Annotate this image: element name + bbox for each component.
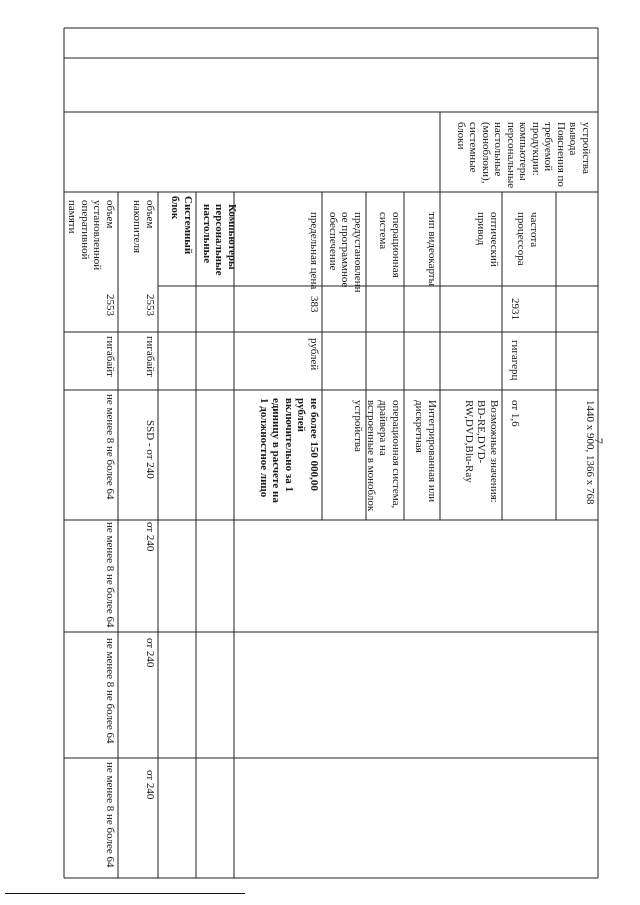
max-price-unit: рублей [308, 338, 320, 371]
ram-label: объем установленной оперативной памяти [66, 200, 116, 271]
video-card-label: тип видеокарты [426, 212, 438, 287]
cpu-frequency-code: 2931 [509, 298, 521, 320]
optical-drive-label: оптический привод [475, 212, 500, 267]
max-price-label: предельная цена [308, 212, 320, 290]
system-block-label: Системный блок [169, 196, 194, 255]
storage-unit: гигабайт [144, 336, 156, 377]
storage-value: SSD - от 240 [144, 420, 156, 479]
ram-value-4: не менее 8 не более 64 [104, 762, 116, 868]
cpu-frequency-label: частота процессора [515, 212, 540, 266]
left-header: устройства вывода Пояснения по требуемой продукции: компьютеры персональные настольные (моноблоки), системные блоки [455, 122, 592, 189]
software-label: предустановленн ое программное обеспечение [327, 212, 364, 293]
ram-code: 2553 [104, 294, 116, 316]
optical-drive-value: Возможные значения: BD-RE,DVD- RW,DVD,Blu-Ray [463, 400, 500, 503]
cpu-frequency-value: от 1,6 [509, 400, 521, 427]
ram-value-2: не менее 8 не более 64 [104, 522, 116, 628]
ram-value-3: не менее 8 не более 64 [104, 638, 116, 744]
storage-code: 2553 [144, 294, 156, 316]
max-price-code: 383 [308, 296, 320, 313]
storage-value-3: от 240 [144, 638, 156, 668]
os-value: операционная система, драйвера на встроенные в моноблок устройства [352, 400, 402, 512]
resolution-value: 1440 x 900, 1366 x 768 [584, 400, 596, 505]
max-price-value: не более 150 000,00 рублей включительно за 1 единицу в расчете на 1 должностное лицо [258, 398, 320, 503]
storage-value-2: от 240 [144, 522, 156, 552]
storage-value-4: от 240 [144, 770, 156, 800]
cpu-frequency-unit: гигагерц [509, 340, 521, 381]
video-card-value: Интегрированная или дискретная [413, 400, 438, 503]
os-label: операционная система [377, 212, 402, 278]
product-name: Компьютеры персональные настольные [201, 204, 238, 276]
ram-value: не менее 8 не более 64 [104, 394, 116, 500]
page-number: 7 [592, 438, 606, 444]
storage-label: объем накопителя [131, 200, 156, 254]
ram-unit: гигабайт [104, 336, 116, 377]
footnote-separator [5, 893, 245, 894]
